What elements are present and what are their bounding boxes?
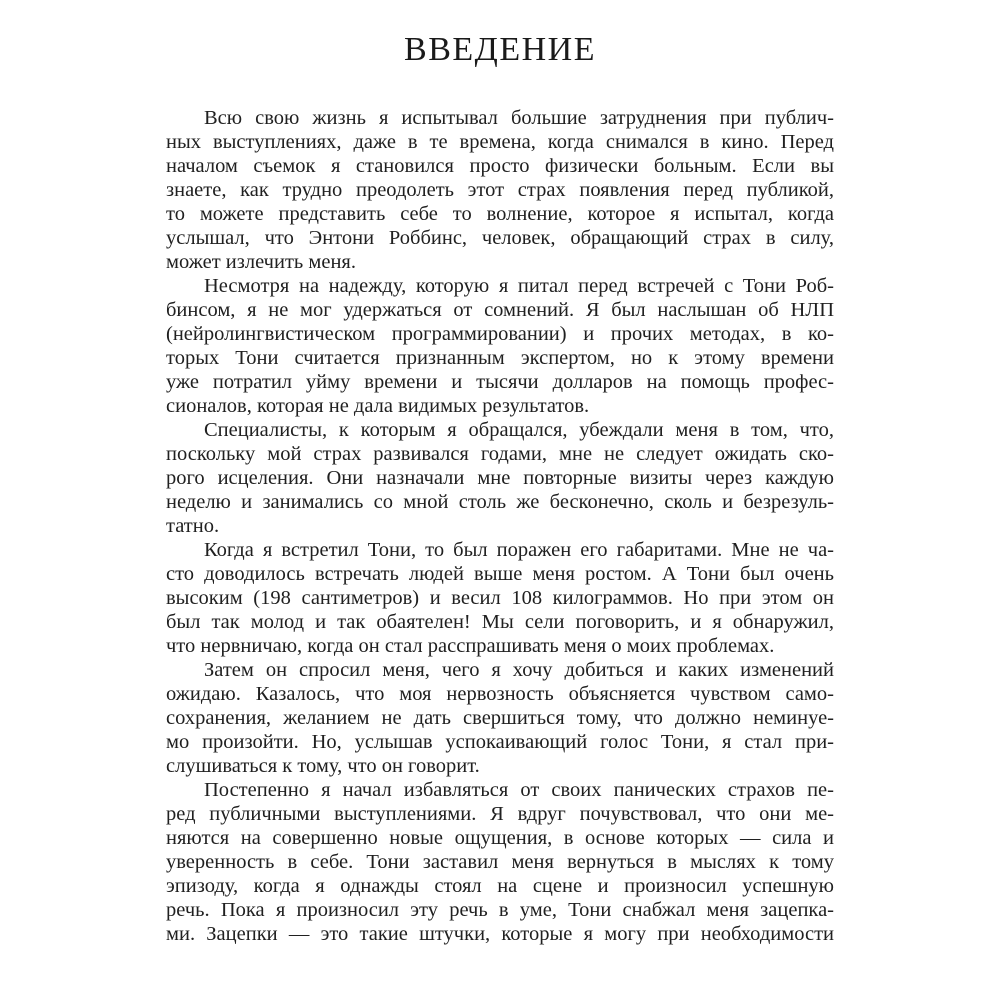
text-line: Когда я встретил Тони, то был поражен его габаритами. Мне не ча-: [204, 539, 834, 561]
text-line: услышал, что Энтони Роббинс, человек, обращающий страх в силу,: [166, 227, 834, 249]
text-line: Несмотря на надежду, которую я питал перед встречей с Тони Роб-: [204, 275, 834, 297]
text-line: уверенность в себе. Тони заставил меня вернуться в мыслях к тому: [166, 851, 834, 873]
text-line: Специалисты, к которым я обращался, убеждали меня в том, что,: [204, 419, 834, 441]
paragraph: [166, 658, 834, 778]
text-line: Постепенно я начал избавляться от своих панических страхов пе-: [204, 779, 834, 801]
text-line: няются на совершенно новые ощущения, в основе которых — сила и: [166, 827, 834, 849]
text-line: что нервничаю, когда он стал расспрашивать меня о моих проблемах.: [166, 635, 775, 657]
text-line: ми. Зацепки — это такие штучки, которые я могу при необходимости: [166, 923, 834, 945]
paragraph: [166, 106, 834, 274]
text-line: поскольку мой страх развивался годами, мне не следует ожидать ско-: [166, 443, 834, 465]
text-line: высоким (198 сантиметров) и весил 108 килограммов. Но при этом он: [166, 587, 834, 609]
text-line: ожидаю. Казалось, что моя нервозность объясняется чувством само-: [166, 683, 834, 705]
text-line: сто доводилось встречать людей выше меня ростом. А Тони был очень: [166, 563, 834, 585]
text-line: может излечить меня.: [166, 251, 356, 273]
text-line: речь. Пока я произносил эту речь в уме, Тони снабжал меня зацепка-: [166, 899, 834, 921]
text-line: рого исцеления. Они назначали мне повторные визиты через каждую: [166, 467, 834, 489]
paragraph: [166, 418, 834, 538]
text-line: эпизоду, когда я однажды стоял на сцене и произносил успешную: [166, 875, 834, 897]
text-line: началом съемок я становился просто физически больным. Если вы: [166, 155, 834, 177]
text-line: торых Тони считается признанным экспертом, но к этому времени: [166, 347, 834, 369]
text-line: ред публичными выступлениями. Я вдруг почувствовал, что они ме-: [166, 803, 834, 825]
text-line: уже потратил уйму времени и тысячи долларов на помощь профес-: [166, 371, 834, 393]
text-line: неделю и занимались со мной столь же бесконечно, сколь и безрезуль-: [166, 491, 834, 513]
paragraph: [166, 274, 834, 418]
chapter-title: ВВЕДЕНИЕ: [404, 31, 596, 68]
text-line: татно.: [166, 515, 220, 537]
text-line: сионалов, которая не дала видимых результатов.: [166, 395, 590, 417]
text-line: Всю свою жизнь я испытывал большие затруднения при публич-: [204, 107, 834, 129]
paragraph: [166, 538, 834, 658]
text-line: был так молод и так обаятелен! Мы сели поговорить, и я обнаружил,: [166, 611, 834, 633]
text-line: бинсом, я не мог удержаться от сомнений. Я был наслышан об НЛП: [166, 299, 834, 321]
text-line: сохранения, желанием не дать свершиться тому, что должно неминуе-: [166, 707, 834, 729]
text-line: ных выступлениях, даже в те времена, когда снимался в кино. Перед: [166, 131, 834, 153]
body-text: [166, 106, 834, 946]
paragraph: [166, 778, 834, 946]
text-line: Затем он спросил меня, чего я хочу добиться и каких изменений: [204, 659, 834, 681]
text-line: знаете, как трудно преодолеть этот страх появления перед публикой,: [166, 179, 834, 201]
text-line: (нейролингвистическом программировании) и прочих методах, в ко-: [166, 323, 834, 345]
text-line: слушиваться к тому, что он говорит.: [166, 755, 480, 777]
text-line: мо произойти. Но, услышав успокаивающий голос Тони, я стал при-: [166, 731, 834, 753]
text-line: то можете представить себе то волнение, которое я испытал, когда: [166, 203, 834, 225]
